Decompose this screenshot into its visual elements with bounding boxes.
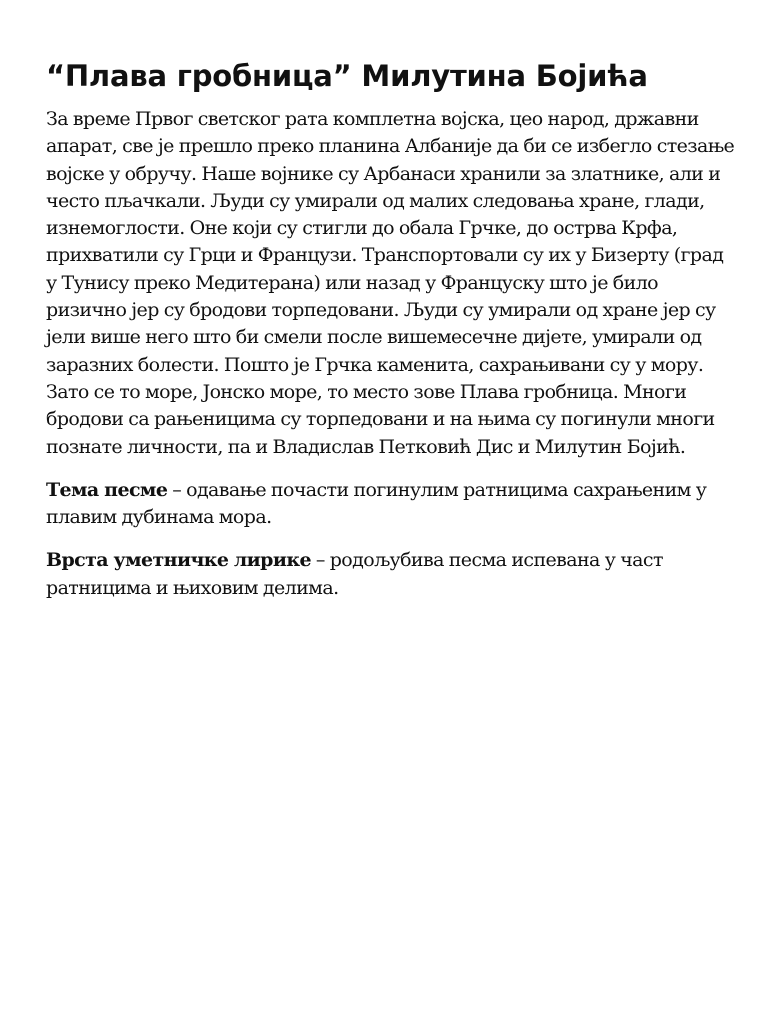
document-page bbox=[46, 56, 736, 618]
genre-paragraph bbox=[46, 547, 736, 602]
genre-text: – родољубива песма испевана у част ратницима и њиховим делима. bbox=[46, 549, 663, 599]
document-title: “Плава гробница” Милутина Бојића bbox=[46, 59, 648, 93]
theme-text: – одавање почасти погинулим ратницима сахрањеним у плавим дубинама мора. bbox=[46, 478, 707, 529]
intro-paragraph: За време Првог светског рата комплетна војска, цео народ, државни апарат, све је прешло преко планина Албаније да би се избегло стезање војске у обручу. Наше војнике су Арбанаси хранили за златнике, али и често пљачкали. Људи су умирали од малих следовања хране, глади, изнемоглости. Оне који су стигли до обала Грчке, до острва Крфа, прихватили су Грци и Французи. Транспортовали су их у Бизерту (град у Тунису преко Медитерана) или назад у Француску што је било ризично јер су бродови торпедовани. Људи су умирали од хране јер су јели више него што би смели после вишемесечне дијете, умирали од заразних болести. Пошто је Грчка каменита, сахрањивани су у мору. Зато се то море, Јонско море, то место зове Плава гробница. Многи бродови са рањеницима су торпедовани и на њима су погинули многи познате личности, па и Владислав Петковић Дис и Милутин Бојић. bbox=[46, 108, 735, 458]
genre-label: Врста уметничке лирике bbox=[46, 549, 311, 572]
theme-paragraph bbox=[46, 477, 736, 532]
theme-label: Тема песме bbox=[46, 478, 168, 501]
